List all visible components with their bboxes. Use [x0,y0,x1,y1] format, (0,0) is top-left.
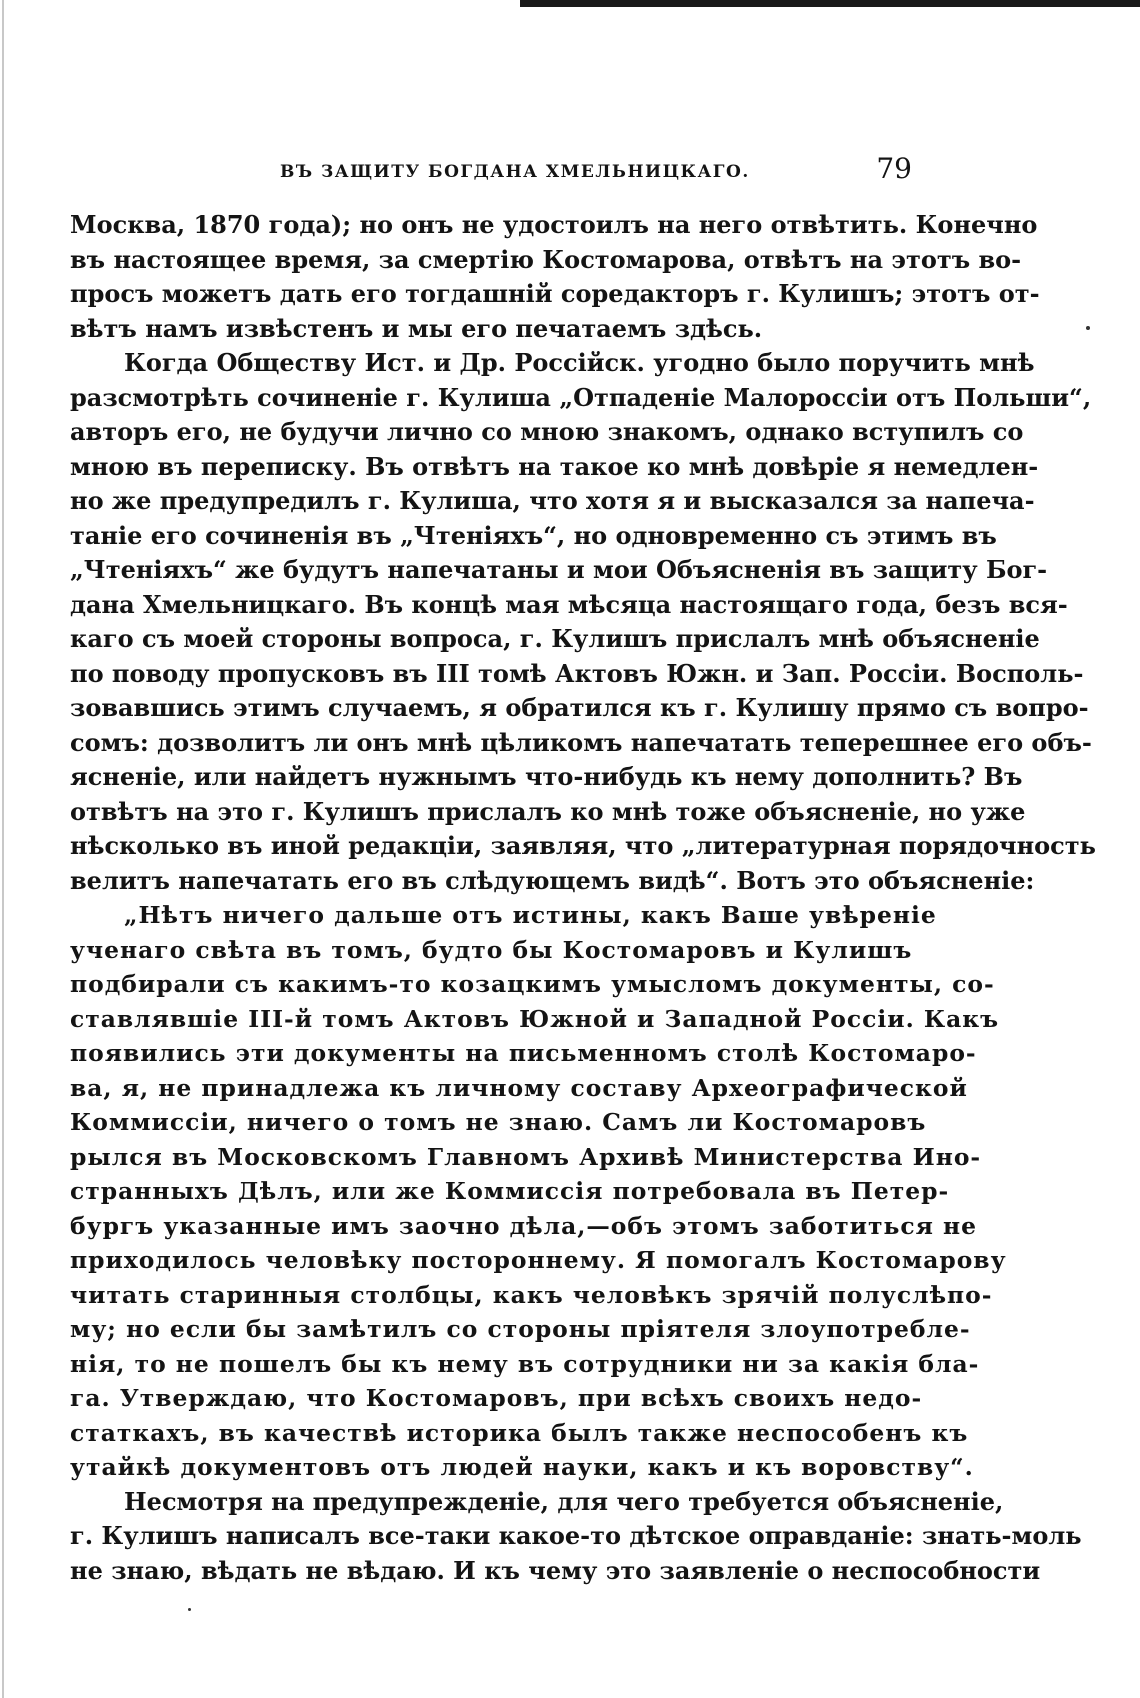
text-line: г. Кулишъ написалъ все-таки какое-то дѣтское оправданіе: знать-моль [70,1521,1082,1550]
text-line: вѣтъ намъ извѣстенъ и мы его печатаемъ здѣсь. [70,313,763,343]
page-header [70,152,912,192]
text-line: „Нѣтъ ничего дальше отъ истины, какъ Ваше увѣреніе [124,901,937,929]
text-line: ва, я, не принадлежа къ личному составу Археографической [70,1073,968,1102]
text-line: рылся въ Московскомъ Главномъ Архивѣ Министерства Ино- [70,1142,982,1171]
body-text [70,208,1096,1588]
text-line: бургъ указанные имъ заочно дѣла,—объ этомъ заботиться не [70,1211,978,1240]
text-line: ученаго свѣта въ томъ, будто бы Костомаровъ и Кулишъ [70,935,913,964]
text-line: зовавшись этимъ случаемъ, я обратился къ г. Кулишу прямо съ вопро- [70,693,1089,722]
text-line: таніе его сочиненія въ „Чтеніяхъ“, но одновременно съ этимъ въ [70,520,997,550]
text-line: приходилось человѣку постороннему. Я помогалъ Костомарову [70,1246,1007,1274]
text-line: просъ можетъ дать его тогдашній соредакторъ г. Кулишъ; этотъ от- [70,279,1040,308]
text-line: ставлявшіе III-й томъ Актовъ Южной и Западной Россіи. Какъ [70,1004,1000,1033]
text-line: мною въ переписку. Въ отвѣтъ на такое ко мнѣ довѣріе я немедлен- [70,451,1039,481]
paragraph-1 [70,208,1040,346]
text-line: велитъ напечатать его въ слѣдующемъ видѣ“. Вотъ это объясненіе: [70,865,1035,895]
text-line: въ настоящее время, за смертію Костомарова, отвѣтъ на этотъ во- [70,244,1022,274]
scan-speck [188,1608,191,1611]
text-line: появились эти документы на письменномъ столѣ Костомаро- [70,1039,977,1067]
text-line: га. Утверждаю, что Костомаровъ, при всѣхъ своихъ недо- [70,1384,923,1412]
text-line: по поводу пропусковъ въ III томѣ Актовъ Южн. и Зап. Россіи. Восполь- [70,658,1084,688]
paragraph-2 [70,346,1096,898]
scan-edge-rule [520,0,1140,7]
text-line: Несмотря на предупрежденіе, для чего требуется объясненіе, [124,1486,1004,1516]
text-line: утайкѣ документовъ отъ людей науки, какъ и къ воровству“. [70,1453,974,1481]
text-line: читать старинныя столбцы, какъ человѣкъ зрячій полуслѣпо- [70,1280,993,1309]
text-line: подбирали съ какимъ-то козацкимъ умысломъ документы, со- [70,970,995,998]
page-number: 79 [876,152,912,185]
text-line: сомъ: дозволитъ ли онъ мнѣ цѣликомъ напечатать теперешнее его объ- [70,727,1092,757]
text-line: Коммиссіи, ничего о томъ не знаю. Самъ ли Костомаровъ [70,1108,927,1136]
quoted-letter [70,898,1007,1485]
scan-left-edge [2,0,4,1698]
text-line: каго съ моей стороны вопроса, г. Кулишъ прислалъ мнѣ объясненіе [70,624,1040,653]
text-line: отвѣтъ на это г. Кулишъ прислалъ ко мнѣ тоже объясненіе, но уже [70,796,1026,826]
text-line: ясненіе, или найдетъ нужнымъ что-нибудь къ нему дополнить? Въ [70,762,1023,791]
text-line: авторъ его, не будучи лично со мною знакомъ, однако вступилъ со [70,417,1024,446]
text-line: Москва, 1870 года); но онъ не удостоилъ на него отвѣтить. Конечно [70,210,1038,239]
text-line: му; но если бы замѣтилъ со стороны пріятеля злоупотребле- [70,1315,971,1343]
text-line: статкахъ, въ качествѣ историка былъ также неспособенъ къ [70,1418,969,1447]
text-line: дана Хмельницкаго. Въ концѣ мая мѣсяца настоящаго года, безъ вся- [70,589,1068,619]
scan-speck [1086,326,1090,330]
text-line: но же предупредилъ г. Кулиша, что хотя я и высказался за напеча- [70,486,1035,515]
paragraph-4 [70,1485,1082,1589]
text-line: нѣсколько въ иной редакціи, заявляя, что „литературная порядочность [70,831,1096,860]
text-line: „Чтеніяхъ“ же будутъ напечатаны и мои Объясненія въ защиту Бог- [70,555,1048,584]
text-line: Когда Обществу Ист. и Др. Россійск. угодно было поручить мнѣ [124,348,1035,377]
text-line: разсмотрѣть сочиненіе г. Кулиша „Отпаденіе Малороссіи отъ Польши“, [70,382,1092,412]
text-line: не знаю, вѣдать не вѣдаю. И къ чему это заявленіе о неспособности [70,1555,1041,1585]
text-line: странныхъ Дѣлъ, или же Коммиссія потребовала въ Петер- [70,1177,950,1205]
text-line: нія, то не пошелъ бы къ нему въ сотрудники ни за какія бла- [70,1349,980,1378]
running-title: ВЪ ЗАЩИТУ БОГДАНА ХМЕЛЬНИЦКАГО. [280,162,750,182]
